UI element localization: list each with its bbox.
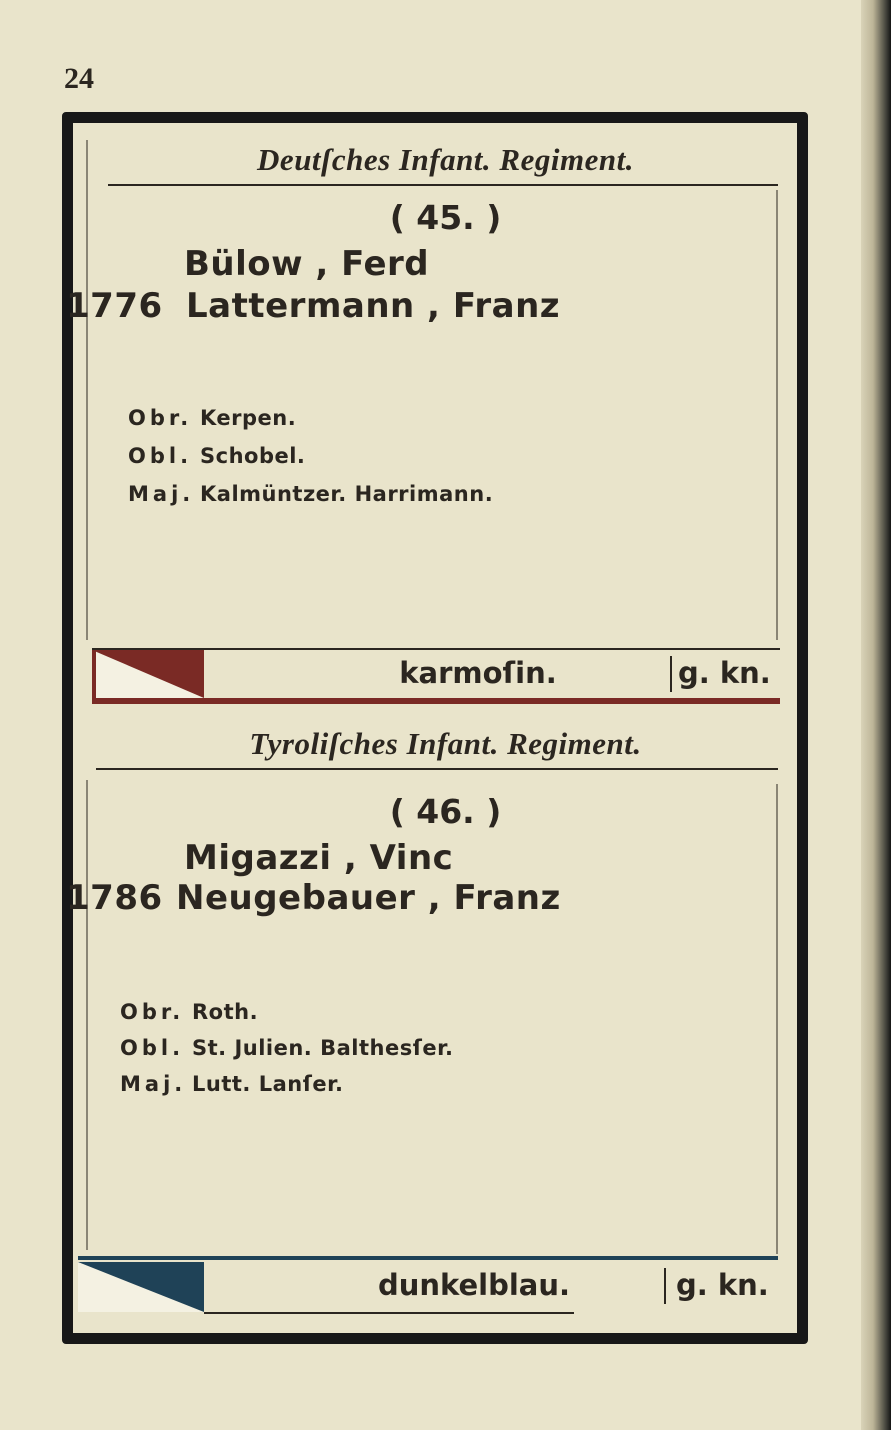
title-rule	[96, 768, 778, 770]
officer-row	[128, 482, 493, 506]
page-number: 24	[64, 62, 94, 95]
facing-color-bar	[92, 698, 780, 704]
regiment-number: ( 46. )	[389, 792, 502, 831]
second-owner-name: Neugebauer , Franz	[176, 878, 561, 918]
facing-color-name: karmoſin.	[399, 656, 557, 690]
column-line	[776, 190, 778, 640]
officer-row	[128, 406, 296, 430]
regiment-title: Tyroliſches Infant. Regiment.	[249, 726, 642, 761]
column-line	[776, 784, 778, 1254]
officer-row	[120, 1000, 258, 1024]
officer-rank: Obl.	[128, 444, 193, 468]
officer-names: Schobel.	[200, 444, 306, 468]
owner-name: Bülow , Ferd	[184, 244, 430, 284]
officer-rank: Obr.	[128, 406, 193, 430]
officer-rank: Maj.	[120, 1072, 187, 1096]
officer-row	[120, 1072, 343, 1096]
officer-rank: Obl.	[120, 1036, 185, 1060]
officer-names: Roth.	[192, 1000, 259, 1024]
year: 1786	[66, 878, 163, 918]
year: 1776	[66, 286, 163, 326]
facing-color-swatch	[92, 650, 204, 698]
officer-names: Kerpen.	[200, 406, 297, 430]
facing-box	[78, 1262, 778, 1312]
title-rule	[108, 184, 778, 186]
facing-separator	[664, 1268, 666, 1304]
facing-underline	[204, 1312, 574, 1314]
officer-names: Kalmüntzer. Harrimann.	[200, 482, 494, 506]
second-owner-name: Lattermann , Franz	[186, 286, 561, 326]
button-color: g. kn.	[678, 656, 771, 690]
button-color: g. kn.	[676, 1268, 769, 1302]
officer-row	[128, 444, 305, 468]
column-line	[86, 780, 88, 1250]
owner-name: Migazzi , Vinc	[184, 838, 454, 878]
officer-row	[120, 1036, 453, 1060]
officer-rank: Maj.	[128, 482, 195, 506]
officer-names: Lutt. Lanſer.	[192, 1072, 344, 1096]
facing-color-swatch	[78, 1262, 204, 1312]
facing-color-bar	[78, 1256, 778, 1260]
regiment-number: ( 45. )	[389, 198, 502, 237]
regiment-title: Deutſches Infant. Regiment.	[257, 142, 634, 177]
facing-separator	[670, 656, 672, 692]
facing-color-name: dunkelblau.	[377, 1268, 571, 1302]
officer-rank: Obr.	[120, 1000, 185, 1024]
officer-names: St. Julien. Balthesſer.	[192, 1036, 454, 1060]
facing-box	[92, 648, 780, 698]
